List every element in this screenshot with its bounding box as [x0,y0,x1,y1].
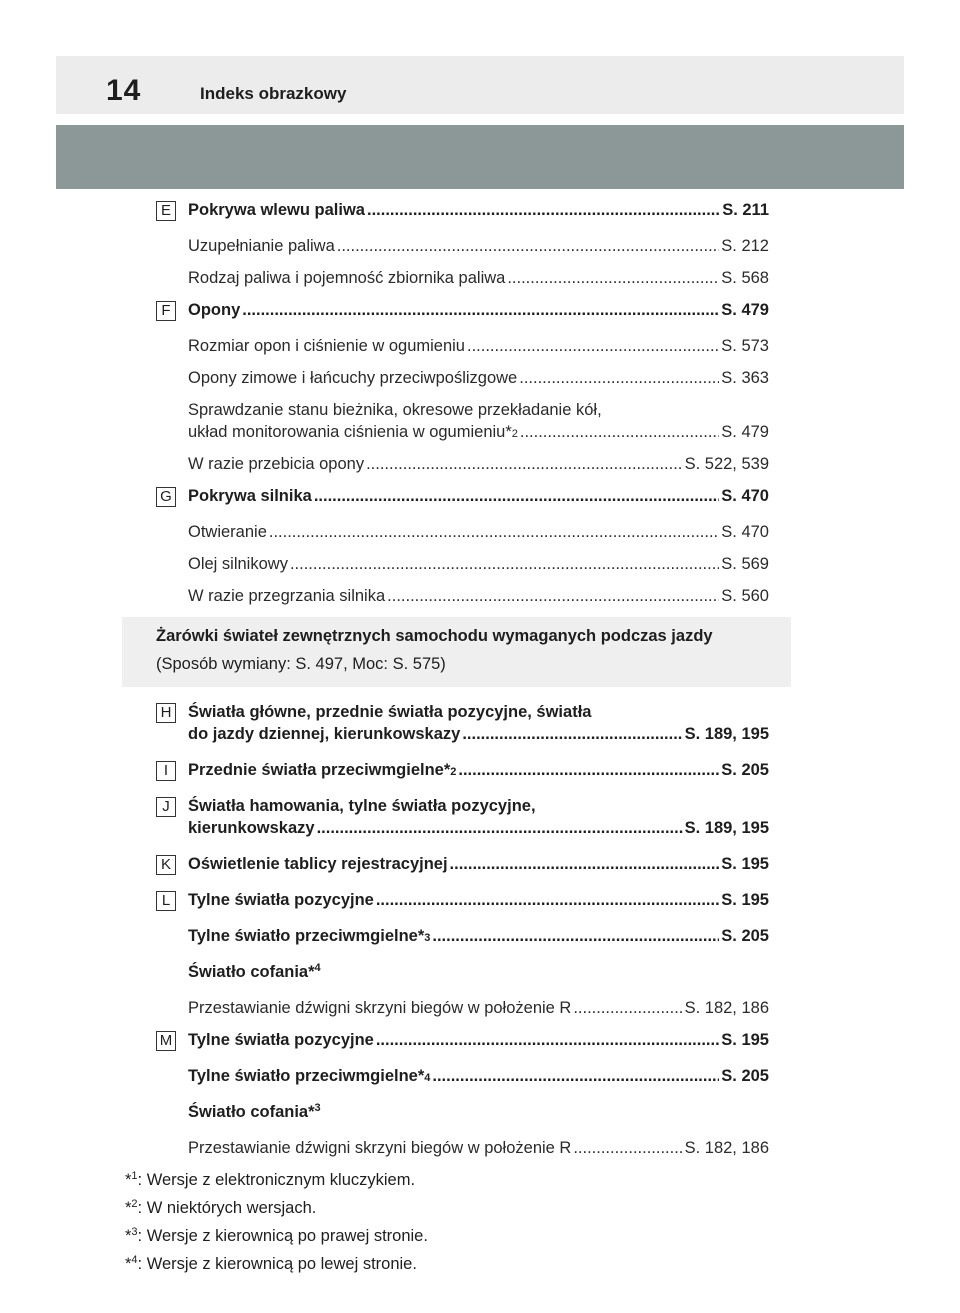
dot-leader [462,723,682,745]
index-entry [156,485,769,507]
entry-line: układ monitorowania ciśnienia w ogumieniu* 2 ..... S. 479 [188,421,769,443]
index-entry [156,853,769,875]
index-content [125,199,769,1281]
entry-label: Uzupełnianie paliwa [188,237,335,255]
index-entry [156,997,769,1019]
entry-label: Otwieranie [188,523,267,541]
footnote-number: 4 [131,1254,138,1266]
index-entry [156,889,769,911]
entry-line [188,817,769,839]
index-entry [156,961,769,983]
entry-label: Pokrywa wlewu paliwa [188,201,365,219]
footnote-number: 1 [131,1170,138,1182]
entry-line [188,853,769,875]
index-entry [156,299,769,321]
index-entry [156,235,769,257]
section-letter-badge: G [156,487,176,507]
entry-line [188,889,769,911]
entry-line [188,795,769,817]
entry-line [188,299,769,321]
footnote-text: : Wersje z elektronicznym kluczykiem. [137,1171,416,1189]
entry-line [188,553,769,575]
footnotes [125,1169,769,1275]
entry-label: Światła główne, przednie światła pozycyjne, światła [188,703,592,721]
footnote-number: 3 [131,1226,138,1238]
dot-leader [467,335,719,357]
info-box [122,617,791,687]
section-letter-badge: E [156,201,176,221]
entry-line [188,521,769,543]
dot-leader [314,485,719,507]
page-number: 14 [106,74,142,107]
entry-label: kierunkowskazy [188,819,315,837]
entry-label: Przednie światła przeciwmgielne* [188,761,451,779]
page-ref[interactable]: S. 195 [721,855,769,873]
dot-leader [242,299,719,321]
page-ref[interactable]: S. 560 [721,587,769,605]
entry-label: Opony [188,301,241,319]
entry-label: układ monitorowania ciśnienia w ogumieniu* [188,423,512,441]
entry-label: Światło cofania* [188,963,315,981]
entry-line [188,235,769,257]
index-entry [156,521,769,543]
entry-label: Tylne światło przeciwmgielne* [188,927,425,945]
dot-leader [519,367,719,389]
footnote [125,1197,769,1219]
dot-leader [269,521,719,543]
page-ref[interactable]: S. 205 [721,761,769,779]
dot-leader [366,453,683,475]
dot-leader [376,1029,719,1051]
entry-label: Oświetlenie tablicy rejestracyjnej [188,855,448,873]
page-ref[interactable]: S. 182, 186 [684,999,769,1017]
section-letter-badge: J [156,797,176,817]
page-ref[interactable]: S. 195 [721,1031,769,1049]
footnote-mark: * [125,1199,132,1217]
entry-line: Przednie światła przeciwmgielne* 2 ..... S. 205 [188,759,769,781]
footnote-mark: * [125,1171,132,1189]
footnote-ref: 3 [314,1102,321,1114]
entry-line [188,335,769,357]
entry-label: Przestawianie dźwigni skrzyni biegów w położenie R [188,999,572,1017]
index-entry [156,399,769,443]
page-ref[interactable]: S. 573 [721,337,769,355]
index-entry [156,585,769,607]
entry-line: Tylne światło przeciwmgielne* 4 ..... S. 205 [188,1065,769,1087]
entry-line [188,267,769,289]
section-title: Indeks obrazkowy [200,84,347,103]
index-entry [156,553,769,575]
dot-leader [573,1137,682,1159]
entry-label: Tylne światła pozycyjne [188,891,374,909]
index-entry [156,925,769,947]
page-ref[interactable]: S. 569 [721,555,769,573]
index-entry [156,453,769,475]
entry-line: Tylne światło przeciwmgielne* 3 ..... S. 205 [188,925,769,947]
entry-line [188,1029,769,1051]
part-groups [156,199,769,607]
entry-label: Pokrywa silnika [188,487,312,505]
entry-label: Sprawdzanie stanu bieżnika, okresowe przekładanie kół, [188,401,602,419]
entry-line [188,1101,769,1123]
index-entry [156,759,769,781]
page-ref[interactable]: S. 189, 195 [684,819,769,837]
section-letter-badge: L [156,891,176,911]
section-letter-badge: K [156,855,176,875]
footnote-mark: * [125,1227,132,1245]
footnote-text: : Wersje z kierownicą po lewej stronie. [137,1255,417,1273]
page-ref[interactable]: S. 479 [721,301,769,319]
entry-label: Światło cofania* [188,1103,315,1121]
section-letter-badge: F [156,301,176,321]
footnote-number: 2 [131,1198,138,1210]
page-ref[interactable]: S. 182, 186 [684,1139,769,1157]
entry-label: W razie przebicia opony [188,455,365,473]
index-entry [156,795,769,839]
entry-label: Rozmiar opon i ciśnienie w ogumieniu [188,337,465,355]
dot-leader [507,267,719,289]
page-ref[interactable]: S. 212 [721,237,769,255]
dot-leader [376,889,719,911]
entry-label: Światła hamowania, tylne światła pozycyjne, [188,797,536,815]
index-entry [156,267,769,289]
entry-label: Olej silnikowy [188,555,288,573]
info-box-title: Żarówki świateł zewnętrznych samochodu wymaganych podczas jazdy [156,627,713,645]
page-ref[interactable]: S. 195 [721,891,769,909]
dot-leader [573,997,682,1019]
entry-line [188,997,769,1019]
entry-line [188,199,769,221]
page-ref[interactable]: S. 522, 539 [684,455,769,473]
page-ref[interactable]: S. 479 [721,423,769,441]
entry-label: Opony zimowe i łańcuchy przeciwpoślizgowe [188,369,518,387]
entry-label: Tylne światła pozycyjne [188,1031,374,1049]
entry-label: Tylne światło przeciwmgielne* [188,1067,425,1085]
page-ref[interactable]: S. 189, 195 [684,725,769,743]
entry-line [188,399,769,421]
dot-leader [337,235,720,257]
page-ref[interactable]: S. 568 [721,269,769,287]
entry-line [188,453,769,475]
index-entry [156,1065,769,1087]
entry-label: W razie przegrzania silnika [188,587,386,605]
index-entry [156,1029,769,1051]
page-ref[interactable]: S. 205 [721,1067,769,1085]
illustration-band [56,125,904,189]
entry-label: Przestawianie dźwigni skrzyni biegów w położenie R [188,1139,572,1157]
entry-label: do jazdy dziennej, kierunkowskazy [188,725,461,743]
lamp-groups [156,701,769,1159]
entry-line [188,485,769,507]
footnote [125,1225,769,1247]
index-entry [156,1101,769,1123]
entry-line [188,367,769,389]
footnote-mark: * [125,1255,132,1273]
dot-leader [458,759,719,781]
index-entry [156,701,769,745]
section-letter-badge: M [156,1031,176,1051]
dot-leader [450,853,720,875]
entry-line [188,723,769,745]
index-entry [156,335,769,357]
dot-leader [432,1065,719,1087]
dot-leader [317,817,683,839]
footnote-ref: 4 [314,962,321,974]
footnote [125,1253,769,1275]
dot-leader [290,553,719,575]
page-ref[interactable]: S. 470 [721,523,769,541]
page-ref[interactable]: S. 470 [721,487,769,505]
footnote-text: : Wersje z kierownicą po prawej stronie. [137,1227,428,1245]
entry-line [188,585,769,607]
dot-leader [387,585,719,607]
dot-leader [432,925,719,947]
index-entry [156,367,769,389]
entry-line [188,701,769,723]
page-ref[interactable]: S. 205 [721,927,769,945]
entry-label: Rodzaj paliwa i pojemność zbiornika paliwa [188,269,506,287]
section-letter-badge: H [156,703,176,723]
footnote [125,1169,769,1191]
header-band [56,56,904,114]
entry-line [188,961,769,983]
index-entry [156,199,769,221]
section-letter-badge: I [156,761,176,781]
index-entry [156,1137,769,1159]
info-box-subtitle: (Sposób wymiany: S. 497, Moc: S. 575) [156,655,446,673]
page-ref[interactable]: S. 363 [721,369,769,387]
page-ref[interactable]: S. 211 [722,201,769,219]
dot-leader [520,421,719,443]
entry-line [188,1137,769,1159]
dot-leader [367,199,720,221]
footnote-text: : W niektórych wersjach. [137,1199,317,1217]
